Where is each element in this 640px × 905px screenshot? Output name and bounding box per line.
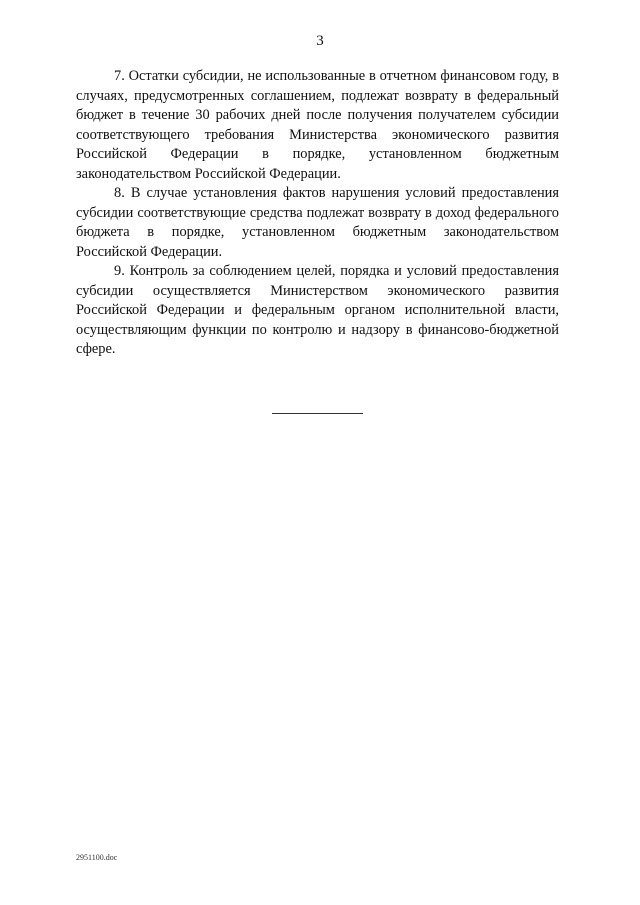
paragraph-7: 7. Остатки субсидии, не использованные в отчетном финансовом году, в случаях, предусмотренных соглашением, подлежат возврату в федеральный бюджет в течение 30 рабочих дней после получения получателем субсидии соответствующего требования Министерства экономического развития Российской Федерации в порядке, установленном бюджетным законодательством Российской Федерации.: [76, 68, 559, 182]
page-number: 3: [316, 33, 324, 49]
paragraph-8: 8. В случае установления фактов нарушения условий предоставления субсидии соответствующие средства подлежат возврату в доход федерального бюджета в порядке, установленном бюджетным законодательством Российской Федерации.: [76, 185, 559, 260]
footer-file-code: 2951100.doc: [76, 853, 118, 862]
paragraph-9: 9. Контроль за соблюдением целей, порядка и условий предоставления субсидии осуществляется Министерством экономического развития Российской Федерации и федеральным органом исполнительной власти, осуществляющим функции по контролю и надзору в финансово-бюджетной сфере.: [76, 263, 559, 357]
document-body: [76, 67, 559, 360]
end-of-document-rule: [272, 413, 363, 414]
